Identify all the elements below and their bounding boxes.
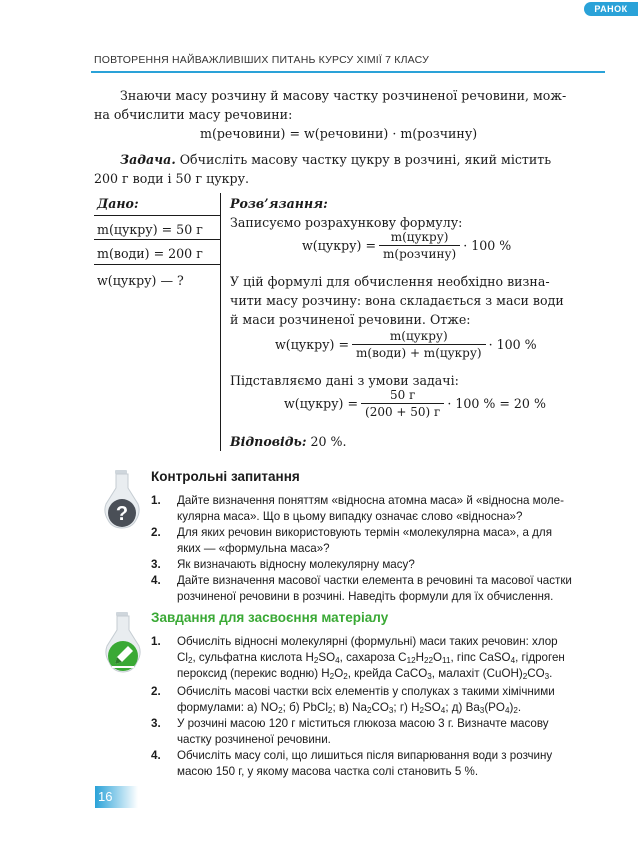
intro-formula: m(речовини) = w(речовини) · m(розчину)	[200, 126, 478, 141]
given-divider-2	[94, 239, 220, 240]
control-question-2	[151, 525, 601, 557]
given-line-2: m(води) = 200 г	[97, 246, 203, 261]
given-vertical-rule	[220, 193, 221, 451]
given-divider-1	[94, 215, 220, 216]
solution-step-2-line-2: чити масу розчину: вона складається з маси води	[230, 293, 564, 308]
formula-1-left: w(цукру) =	[302, 238, 377, 253]
formula-2	[275, 329, 537, 360]
formula-2-denominator: m(води) + m(цукру)	[356, 346, 482, 360]
formula-1-denominator: m(розчину)	[383, 247, 457, 261]
task-line-1	[120, 150, 551, 169]
find-line: w(цукру) — ?	[97, 273, 184, 288]
solution-step-2-line-1: У цій формулі для обчислення необхідно визна-	[230, 274, 550, 289]
given-divider-3	[94, 264, 220, 265]
solution-step-1: Записуємо розрахункову формулу:	[230, 215, 463, 230]
question-text	[177, 573, 599, 605]
task-text: Обчисліть відносні молекулярні (формульні) маси таких речовин: хлор $Cl_2$, сульфатна кислота $H_2SO_4$, сахароза $C_{12}H_{22}O_{11}$, гіпс CaSO$_4$, гідроген пероксид (перекис водню) $H_2O_2$, крейда CaCO$_3$, малахіт $(CuOH)_2CO_3$.	[177, 635, 565, 681]
svg-text:?: ?	[115, 503, 129, 525]
formula-1	[302, 230, 511, 261]
question-text-line: Дайте визначення масової частки елемента в речовині та масової частки	[177, 574, 572, 587]
publisher-logo: РАНОК	[584, 2, 638, 16]
task-text-line: Обчисліть відносні молекулярні (формульні) маси таких речовин: хлор	[177, 635, 558, 648]
task-number: 4.	[151, 749, 161, 762]
control-question-1	[151, 493, 601, 525]
question-text-line: Дайте визначення поняттям «відносна атомна маса» й «відносна моле-	[177, 494, 564, 507]
answer-label: Відповідь:	[230, 434, 307, 449]
formula-2-left: w(цукру) =	[275, 337, 350, 352]
task-text: Обчисліть масову частку цукру в розчині, який містить	[175, 152, 552, 167]
task-text	[177, 716, 599, 748]
task-text-line: У розчині масою 120 г міститься глюкоза масою 3 г. Визначте масову	[177, 717, 549, 730]
formula-1-numerator: m(цукру)	[379, 230, 460, 246]
formula-3-right: · 100 % = 20 %	[447, 396, 546, 411]
question-text	[177, 525, 599, 557]
tasks-title: Завдання для засвоєння матеріалу	[151, 610, 389, 625]
task-number: 2.	[151, 685, 161, 698]
task-text	[177, 748, 599, 780]
task-number: 3.	[151, 717, 161, 730]
answer-line	[230, 432, 347, 451]
question-text-line: Для яких речовин використовують термін «молекулярна маса», а для	[177, 526, 552, 539]
formula-2-right: · 100 %	[488, 337, 537, 352]
solution-heading: Розв’язання:	[230, 196, 328, 211]
task-text-line: Обчисліть масу солі, що лишиться після випарювання води з розчину	[177, 749, 553, 762]
formula-1-fraction	[379, 230, 460, 261]
formula-3-fraction	[361, 388, 444, 419]
task-item-1	[151, 634, 601, 684]
question-text	[177, 493, 599, 525]
task-number: 1.	[151, 635, 161, 648]
task-item-2	[151, 684, 601, 716]
question-number: 3.	[151, 558, 161, 571]
task-text: Обчисліть масові частки всіх елементів у сполуках з такими хімічними формулами: а) $NO_2$; б) PbCl$_2$; в) $Na_2CO_3$; г) $H_2SO_4$; д) $Ba_3(PO_4)_2$.	[177, 685, 555, 715]
control-question-4	[151, 573, 601, 605]
formula-3-denominator: (200 + 50) г	[365, 405, 441, 419]
task-item-4	[151, 748, 601, 780]
control-question-3	[151, 557, 601, 573]
control-questions-title: Контрольні запитання	[151, 469, 300, 484]
formula-3-numerator: 50 г	[361, 388, 444, 404]
formula-3-left: w(цукру) =	[284, 396, 359, 411]
question-number: 1.	[151, 494, 161, 507]
solution-step-2-line-3: й маси розчиненої речовини. Отже:	[230, 312, 471, 327]
question-text-line: яких — «формульна маса»?	[177, 542, 330, 555]
header-rule	[91, 71, 605, 73]
task-text-line: Обчисліть масові частки всіх елементів у сполуках з такими хімічними	[177, 685, 555, 698]
task-label: Задача.	[120, 152, 176, 167]
task-item-3	[151, 716, 601, 748]
question-text-line: кулярна маса». Що в цьому випадку означає слово «відносна»?	[177, 510, 523, 523]
question-number: 4.	[151, 574, 161, 587]
question-text-line: розчиненої речовини в розчині. Наведіть формули для їх обчислення.	[177, 590, 554, 603]
task-line-2: 200 г води і 50 г цукру.	[94, 171, 249, 186]
running-header: ПОВТОРЕННЯ НАЙВАЖЛИВІШИХ ПИТАНЬ КУРСУ ХІМІЇ 7 КЛАСУ	[94, 54, 429, 66]
formula-2-numerator: m(цукру)	[352, 329, 486, 345]
intro-line-2: на обчислити масу речовини:	[94, 107, 293, 122]
question-text: Як визначають відносну молекулярну масу?	[177, 558, 415, 571]
given-line-1: m(цукру) = 50 г	[97, 222, 203, 237]
intro-line-1: Знаючи масу розчину й масову частку розчиненої речовини, мож-	[120, 88, 567, 103]
given-heading: Дано:	[97, 196, 139, 211]
task-text-line: масою 150 г, у якому масова частка солі становить 5 %.	[177, 765, 479, 778]
formula-1-right: · 100 %	[463, 238, 512, 253]
formula-2-fraction	[352, 329, 486, 360]
page-number: 16	[95, 786, 138, 808]
question-number: 2.	[151, 526, 161, 539]
pencil-flask-icon	[102, 610, 144, 676]
question-flask-icon	[102, 468, 142, 532]
task-text-line: частку розчиненої речовини.	[177, 733, 331, 746]
answer-value: 20 %.	[306, 434, 347, 449]
solution-step-3: Підставляємо дані з умови задачі:	[230, 373, 459, 388]
formula-3	[284, 388, 546, 419]
